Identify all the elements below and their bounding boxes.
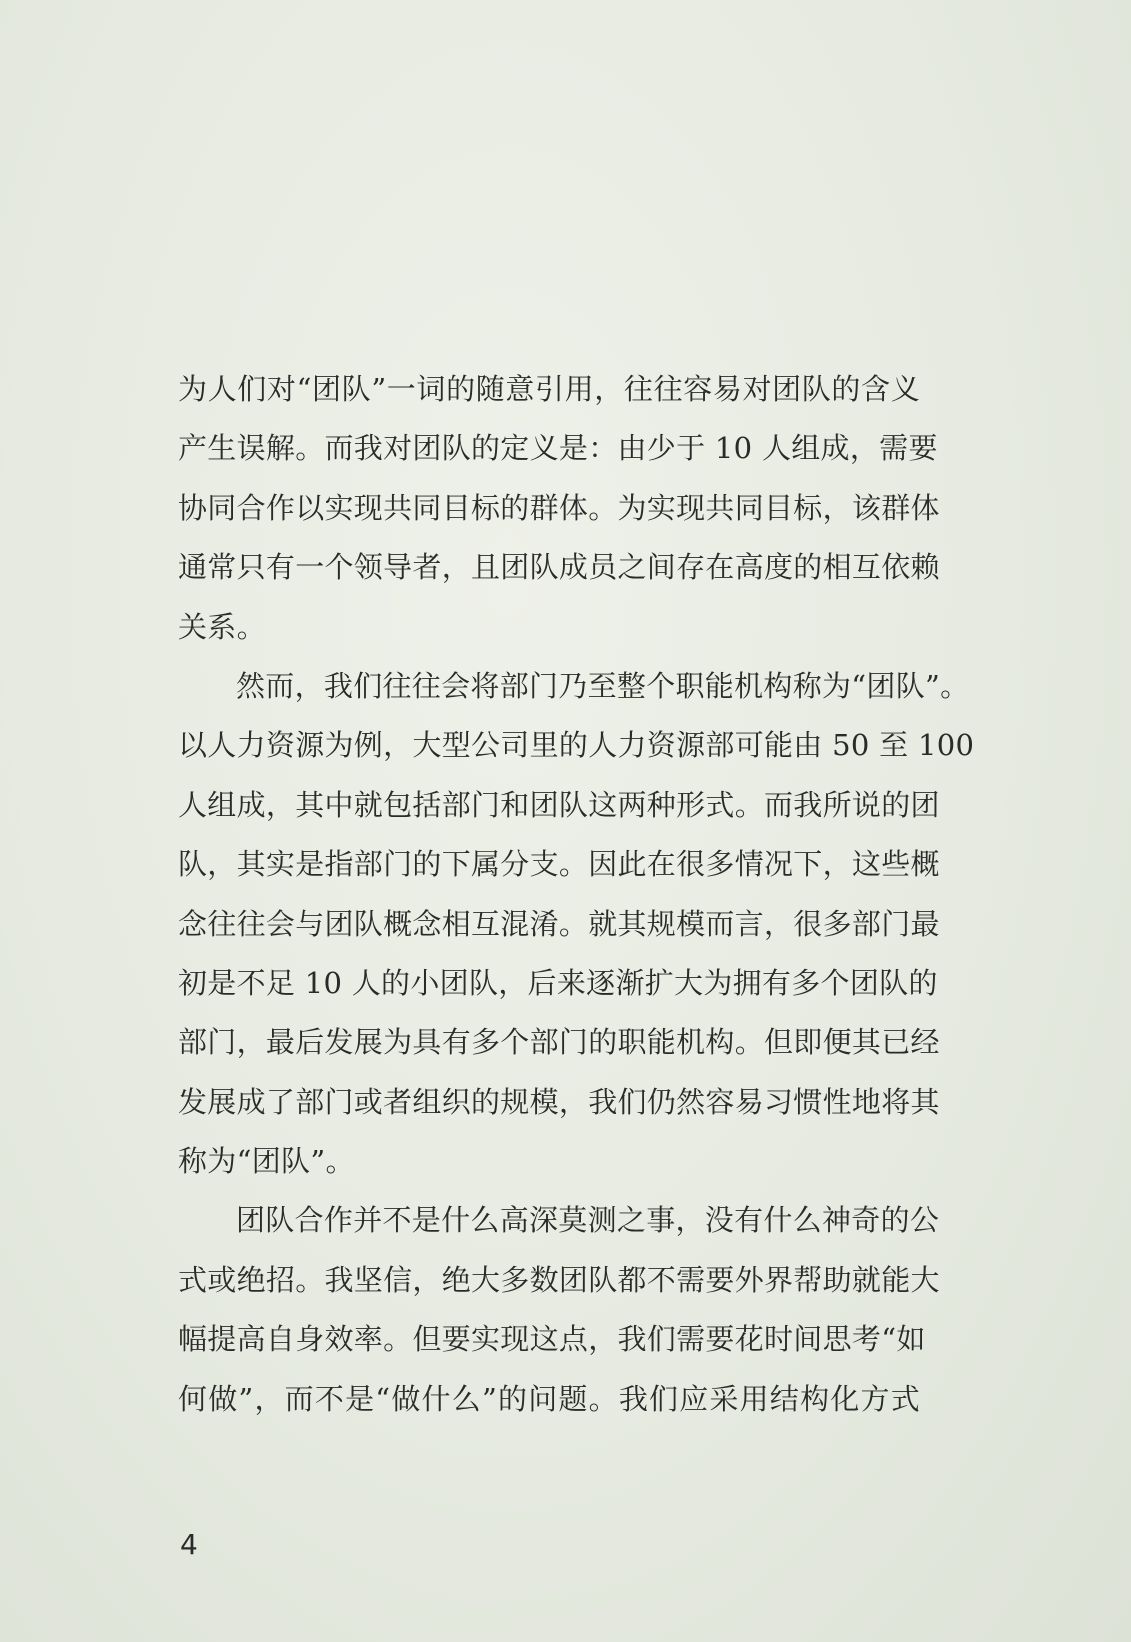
text-line: 念往往会与团队概念相互混淆。就其规模而言，很多部门最: [178, 906, 940, 941]
body-text: [178, 360, 975, 1429]
text-line: 团队合作并不是什么高深莫测之事，没有什么神奇的公: [236, 1203, 940, 1238]
text-line: 称为“团队”。: [178, 1144, 355, 1179]
text-line: 部门，最后发展为具有多个部门的职能机构。但即便其已经: [178, 1025, 940, 1060]
text-line: 关系。: [178, 609, 266, 644]
page-number: 4: [180, 1528, 198, 1561]
text-line: 发展成了部门或者组织的规模，我们仍然容易习惯性地将其: [178, 1084, 940, 1119]
text-line: 式或绝招。我坚信，绝大多数团队都不需要外界帮助就能大: [178, 1262, 940, 1297]
text-line: 队，其实是指部门的下属分支。因此在很多情况下，这些概: [178, 847, 940, 882]
text-line: 何做”，而不是“做什么”的问题。我们应采用结构化方式: [178, 1381, 920, 1416]
text-line: 幅提高自身效率。但要实现这点，我们需要花时间思考“如: [178, 1322, 926, 1357]
text-line: 人组成，其中就包括部门和团队这两种形式。而我所说的团: [178, 787, 940, 822]
text-line: 通常只有一个领导者，且团队成员之间存在高度的相互依赖: [178, 550, 940, 585]
text-line: 初是不足 10 人的小团队，后来逐渐扩大为拥有多个团队的: [178, 965, 938, 1000]
text-line: 协同合作以实现共同目标的群体。为实现共同目标，该群体: [178, 490, 940, 525]
text-line: 产生误解。而我对团队的定义是：由少于 10 人组成，需要: [178, 431, 938, 466]
text-line: 以人力资源为例，大型公司里的人力资源部可能由 50 至 100: [178, 728, 975, 763]
text-line: 然而，我们往往会将部门乃至整个职能机构称为“团队”。: [236, 668, 970, 703]
text-line: 为人们对“团队”一词的随意引用，往往容易对团队的含义: [178, 372, 920, 406]
